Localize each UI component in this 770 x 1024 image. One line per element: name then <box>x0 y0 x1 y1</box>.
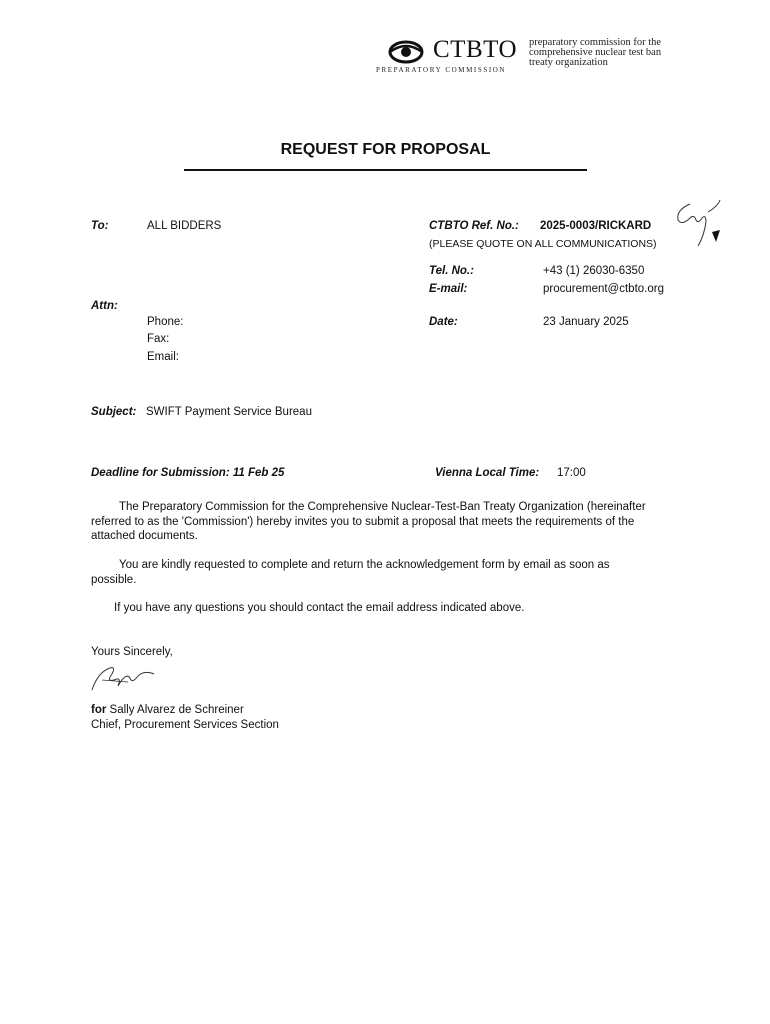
attn-fax-label: Fax: <box>147 333 170 345</box>
signatory-title: Chief, Procurement Services Section <box>91 719 279 731</box>
deadline-label: Deadline for Submission: 11 Feb 25 <box>91 467 285 479</box>
attn-label: Attn: <box>91 300 118 312</box>
tel-value: +43 (1) 26030-6350 <box>543 265 645 277</box>
local-time-label: Vienna Local Time: <box>435 467 540 479</box>
email-label: E-mail: <box>429 283 468 295</box>
handwritten-signature-icon <box>88 660 158 696</box>
initials-signature-icon <box>668 196 726 250</box>
signatory-prefix: for <box>91 704 107 716</box>
tagline-line-1: preparatory commission for the <box>529 37 662 48</box>
org-tagline <box>529 38 661 68</box>
ref-value: 2025-0003/RICKARD <box>540 220 652 232</box>
body-paragraph-2: You are kindly requested to complete and return the acknowledgement form by email as soon as possible. <box>91 559 610 586</box>
document-title: REQUEST FOR PROPOSAL <box>280 141 491 158</box>
local-time-value: 17:00 <box>557 467 586 479</box>
signatory-name: Sally Alvarez de Schreiner <box>109 704 244 716</box>
tagline-line-3: treaty organization <box>529 57 608 68</box>
ref-label: CTBTO Ref. No.: <box>429 220 519 232</box>
date-label: Date: <box>429 316 458 328</box>
to-value: ALL BIDDERS <box>147 220 222 232</box>
body-paragraph-3: If you have any questions you should contact the email address indicated above. <box>114 602 525 614</box>
closing-text: Yours Sincerely, <box>91 646 173 658</box>
signatory-line <box>91 704 244 716</box>
ctbto-logo-icon <box>388 38 424 66</box>
title-underline <box>184 169 587 171</box>
body-paragraph-1: The Preparatory Commission for the Comprehensive Nuclear-Test-Ban Treaty Organization (hereinafter referred to as the 'Commission') hereby invites you to submit a proposal that meets the requirements of the attached documents. <box>91 501 646 542</box>
tagline-line-2: comprehensive nuclear test ban <box>529 47 662 58</box>
subject-label: Subject: <box>91 406 137 418</box>
ref-note: (PLEASE QUOTE ON ALL COMMUNICATIONS) <box>429 238 657 250</box>
attn-email-label: Email: <box>147 351 179 363</box>
subject-value: SWIFT Payment Service Bureau <box>146 406 312 418</box>
org-sub-name: PREPARATORY COMMISSION <box>376 66 507 74</box>
tel-label: Tel. No.: <box>429 265 474 277</box>
to-label: To: <box>91 220 109 232</box>
org-short-name: CTBTO <box>433 36 517 63</box>
email-value[interactable]: procurement@ctbto.org <box>543 283 664 295</box>
attn-phone-label: Phone: <box>147 316 184 328</box>
date-value: 23 January 2025 <box>543 316 629 328</box>
